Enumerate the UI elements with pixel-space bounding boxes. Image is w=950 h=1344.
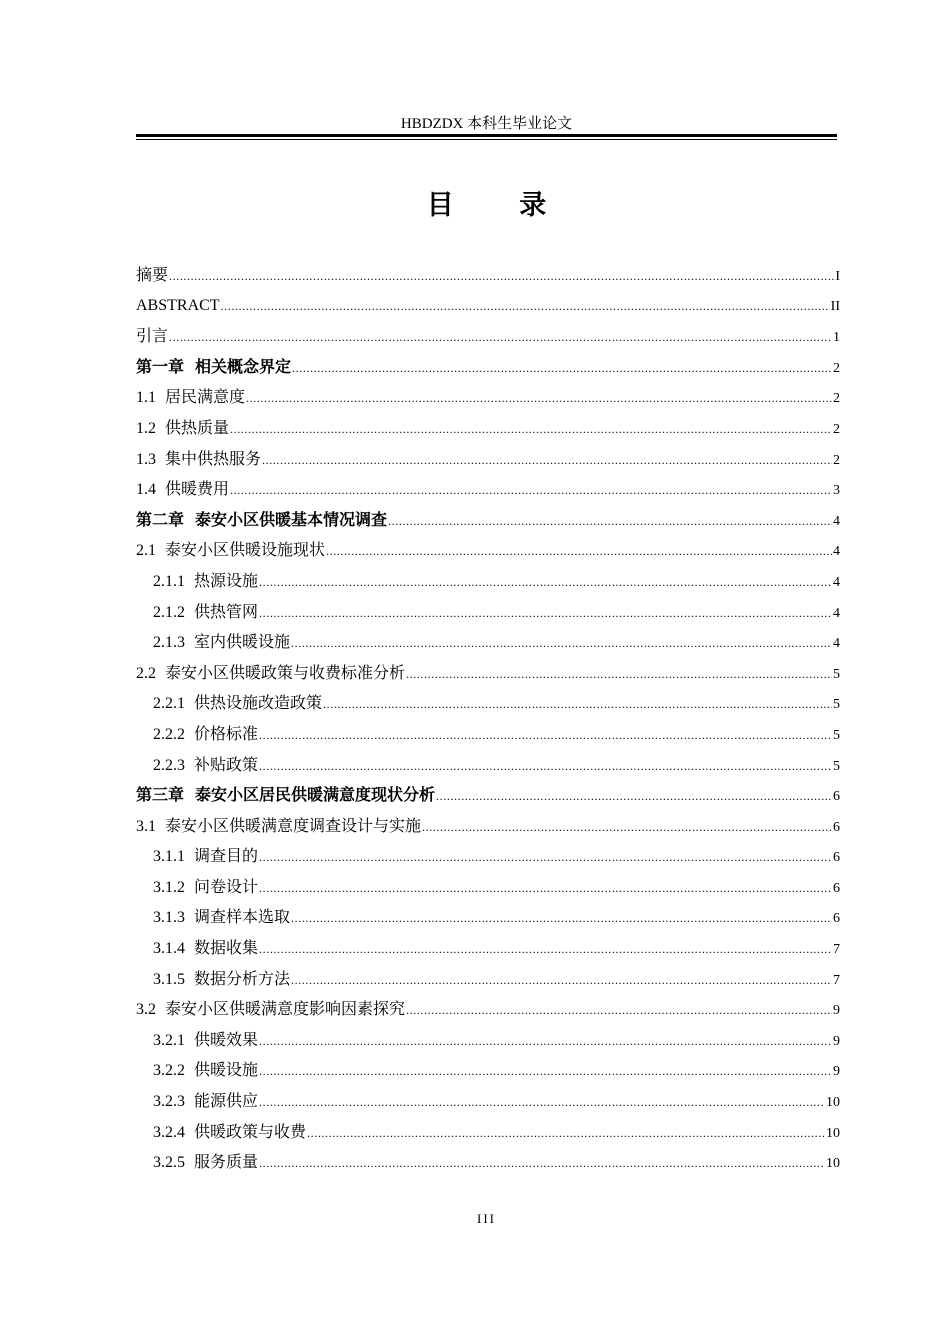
toc-entry-number: 1.1: [136, 389, 156, 407]
toc-entry-number: 第二章: [136, 509, 185, 529]
toc-entry-label: 集中供热服务: [165, 448, 262, 468]
toc-entry-number: 3.2: [136, 1001, 156, 1019]
toc-entry-number: 3.2.4: [153, 1123, 185, 1141]
toc-entry-number: 3.1.1: [153, 848, 185, 866]
toc-entry-1-4[interactable]: [136, 474, 840, 505]
toc-dot-leader: [169, 261, 834, 292]
toc-entry-abstract-en[interactable]: [136, 291, 840, 322]
toc-page-number: 10: [826, 1156, 840, 1172]
toc-entry-chapter-1[interactable]: [136, 352, 840, 383]
toc-entry-3-2[interactable]: [136, 994, 840, 1025]
toc-entry-number: 3.1: [136, 817, 156, 835]
toc-entry-2-2-1[interactable]: [136, 688, 840, 719]
toc-page-number: II: [830, 298, 840, 314]
toc-entry-2-1[interactable]: [136, 535, 840, 566]
toc-dot-leader: [406, 995, 832, 1026]
toc-page-number: 4: [833, 544, 840, 560]
toc-page-number: 2: [833, 360, 840, 376]
toc-entry-3-1-2[interactable]: [136, 872, 840, 903]
toc-entry-3-1-1[interactable]: [136, 841, 840, 872]
toc-dot-leader: [259, 1087, 825, 1118]
toc-entry-number: 3.1.3: [153, 909, 185, 927]
toc-entry-number: 2.1.1: [153, 572, 185, 590]
toc-entry-label: ABSTRACT: [136, 296, 220, 314]
toc-page-number: 3: [833, 483, 840, 499]
toc-entry-number: 2.1.2: [153, 603, 185, 621]
toc-dot-leader: [436, 781, 832, 812]
toc-page-number: 6: [833, 819, 840, 835]
toc-entry-label: 调查目的: [194, 846, 259, 866]
toc-entry-3-2-3[interactable]: [136, 1086, 840, 1117]
toc-dot-leader: [230, 475, 832, 506]
toc-entry-label: 供暖政策与收费: [194, 1121, 307, 1141]
toc-entry-number: 3.2.1: [153, 1031, 185, 1049]
toc-entry-number: 2.2.3: [153, 756, 185, 774]
toc-entry-2-1-2[interactable]: [136, 597, 840, 628]
toc-page-number: 5: [833, 666, 840, 682]
toc-entry-number: 2.2: [136, 664, 156, 682]
toc-entry-label: 调查样本选取: [194, 907, 291, 927]
toc-entry-label: 室内供暖设施: [194, 632, 291, 652]
toc-entry-label: 相关概念界定: [195, 356, 292, 376]
toc-dot-leader: [291, 628, 832, 659]
toc-entry-2-1-1[interactable]: [136, 566, 840, 597]
toc-entry-number: 3.1.4: [153, 940, 185, 958]
toc-entry-1-2[interactable]: [136, 413, 840, 444]
toc-entry-abstract-cn[interactable]: [136, 260, 840, 291]
toc-page-number: 6: [833, 850, 840, 866]
toc-entry-1-3[interactable]: [136, 444, 840, 475]
toc-dot-leader: [259, 1056, 832, 1087]
toc-dot-leader: [307, 1118, 825, 1149]
toc-entry-label: 泰安小区供暖政策与收费标准分析: [165, 662, 406, 682]
toc-page-number: 2: [833, 421, 840, 437]
toc-page-number: 5: [833, 727, 840, 743]
table-of-contents: [136, 260, 840, 1178]
toc-entry-number: 3.1.2: [153, 878, 185, 896]
toc-entry-3-2-4[interactable]: [136, 1117, 840, 1148]
toc-entry-label: 供热管网: [194, 601, 259, 621]
toc-entry-1-1[interactable]: [136, 382, 840, 413]
toc-entry-3-1-5[interactable]: [136, 964, 840, 995]
header-rule-thick: [136, 134, 837, 137]
toc-entry-label: 供暖设施: [194, 1060, 259, 1080]
toc-entry-number: 3.2.2: [153, 1062, 185, 1080]
toc-page-number: 1: [833, 330, 840, 346]
toc-entry-number: 3.1.5: [153, 970, 185, 988]
toc-entry-label: 供暖费用: [165, 479, 230, 499]
toc-entry-number: 2.1: [136, 542, 156, 560]
toc-entry-2-2-2[interactable]: [136, 719, 840, 750]
toc-entry-label: 泰安小区居民供暖满意度现状分析: [195, 785, 436, 805]
toc-entry-label: 供暖效果: [194, 1029, 259, 1049]
toc-entry-chapter-3[interactable]: [136, 780, 840, 811]
header-rule-thin: [136, 139, 837, 140]
toc-entry-number: 2.1.3: [153, 634, 185, 652]
toc-entry-chapter-2[interactable]: [136, 505, 840, 536]
toc-entry-label: 热源设施: [194, 570, 259, 590]
toc-entry-number: 1.2: [136, 419, 156, 437]
toc-dot-leader: [259, 598, 832, 629]
toc-entry-label: 摘要: [136, 265, 169, 284]
toc-page-number: 6: [833, 789, 840, 805]
toc-dot-leader: [221, 291, 830, 322]
toc-page-number: 4: [833, 513, 840, 529]
toc-dot-leader: [169, 322, 832, 353]
toc-entry-label: 泰安小区供暖基本情况调查: [195, 509, 388, 529]
toc-entry-3-1-4[interactable]: [136, 933, 840, 964]
toc-page-number: I: [835, 269, 840, 284]
toc-entry-label: 数据分析方法: [194, 968, 291, 988]
toc-page-number: 7: [833, 942, 840, 958]
toc-dot-leader: [388, 506, 832, 537]
toc-dot-leader: [262, 445, 832, 476]
page-title: 目 录: [426, 190, 575, 221]
toc-entry-number: 1.4: [136, 481, 156, 499]
toc-entry-3-1-3[interactable]: [136, 902, 840, 933]
toc-dot-leader: [259, 842, 832, 873]
toc-dot-leader: [326, 536, 832, 567]
toc-dot-leader: [259, 567, 832, 598]
toc-page-number: 5: [833, 758, 840, 774]
toc-entry-3-2-5[interactable]: [136, 1147, 840, 1178]
toc-page-number: 2: [833, 391, 840, 407]
toc-page-number: 4: [833, 636, 840, 652]
toc-page-number: 10: [826, 1095, 840, 1111]
toc-page-number: 2: [833, 452, 840, 468]
running-header: HBDZDX 本科生毕业论文: [400, 116, 573, 132]
toc-entry-label: 供热质量: [165, 417, 230, 437]
toc-entry-label: 泰安小区供暖满意度影响因素探究: [165, 999, 406, 1019]
toc-dot-leader: [259, 934, 832, 965]
page-number-footer: III: [477, 1211, 496, 1226]
toc-dot-leader: [422, 812, 832, 843]
toc-dot-leader: [259, 1026, 832, 1057]
toc-entry-number: 3.2.3: [153, 1093, 185, 1111]
toc-entry-label: 价格标准: [194, 723, 259, 743]
toc-entry-label: 服务质量: [194, 1152, 259, 1172]
toc-page-number: 9: [833, 1033, 840, 1049]
toc-entry-2-1-3[interactable]: [136, 627, 840, 658]
toc-page-number: 9: [833, 1064, 840, 1080]
toc-page-number: 9: [833, 1003, 840, 1019]
toc-dot-leader: [259, 751, 832, 782]
toc-entry-introduction[interactable]: [136, 321, 840, 352]
toc-dot-leader: [406, 659, 832, 690]
toc-entry-number: 1.3: [136, 450, 156, 468]
toc-dot-leader: [259, 720, 832, 751]
toc-page-number: 10: [826, 1125, 840, 1141]
toc-dot-leader: [291, 903, 832, 934]
toc-entry-label: 补贴政策: [194, 754, 259, 774]
toc-entry-number: 第三章: [136, 785, 185, 805]
toc-dot-leader: [323, 689, 832, 720]
toc-entry-number: 2.2.2: [153, 725, 185, 743]
toc-entry-label: 能源供应: [194, 1091, 259, 1111]
toc-dot-leader: [291, 965, 832, 996]
toc-dot-leader: [246, 383, 832, 414]
toc-entry-label: 引言: [136, 326, 169, 346]
toc-dot-leader: [259, 1148, 825, 1179]
toc-entry-3-2-2[interactable]: [136, 1055, 840, 1086]
toc-page-number: 5: [833, 697, 840, 713]
toc-entry-label: 数据收集: [194, 938, 259, 958]
toc-page-number: 7: [833, 972, 840, 988]
toc-entry-label: 泰安小区供暖设施现状: [165, 540, 326, 560]
toc-entry-3-1[interactable]: [136, 811, 840, 842]
toc-page-number: 4: [833, 605, 840, 621]
toc-entry-label: 居民满意度: [165, 387, 246, 407]
toc-entry-3-2-1[interactable]: [136, 1025, 840, 1056]
toc-entry-number: 第一章: [136, 356, 185, 376]
toc-dot-leader: [292, 353, 832, 384]
toc-entry-number: 2.2.1: [153, 695, 185, 713]
toc-entry-label: 问卷设计: [194, 876, 259, 896]
toc-dot-leader: [259, 873, 832, 904]
toc-dot-leader: [230, 414, 832, 445]
toc-entry-number: 3.2.5: [153, 1154, 185, 1172]
toc-entry-label: 泰安小区供暖满意度调查设计与实施: [165, 815, 422, 835]
toc-entry-label: 供热设施改造政策: [194, 693, 323, 713]
toc-entry-2-2-3[interactable]: [136, 750, 840, 781]
toc-entry-2-2[interactable]: [136, 658, 840, 689]
toc-page-number: 6: [833, 911, 840, 927]
toc-page-number: 6: [833, 880, 840, 896]
toc-page-number: 4: [833, 574, 840, 590]
